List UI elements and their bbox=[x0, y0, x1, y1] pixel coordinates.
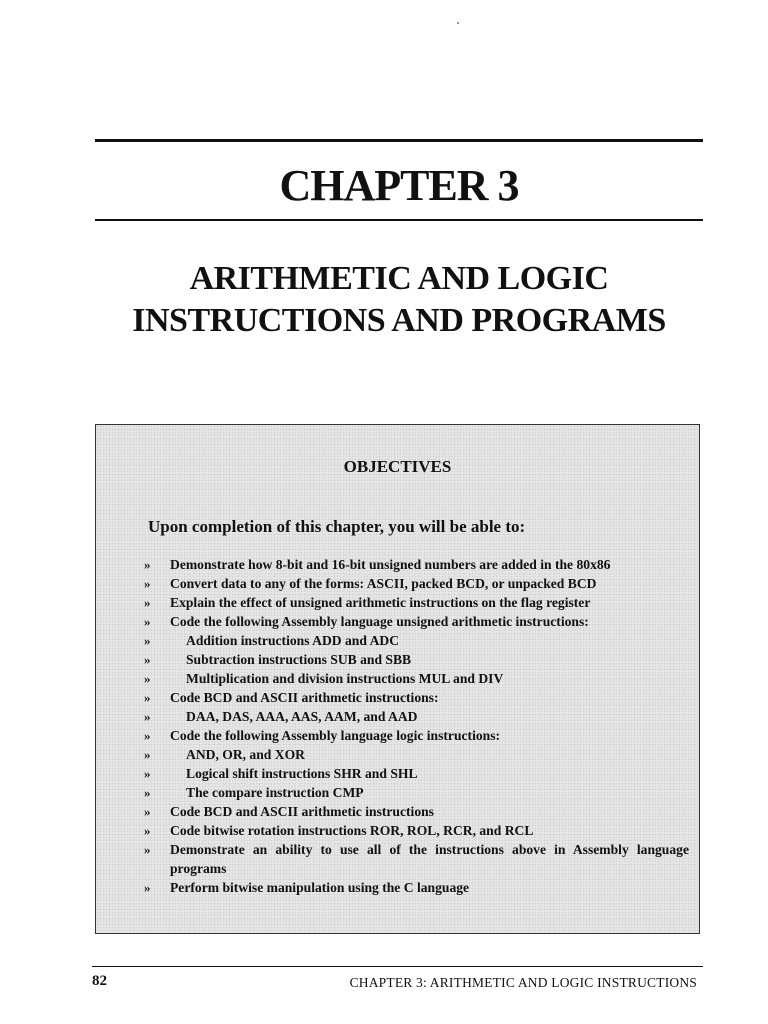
objective-text: Convert data to any of the forms: ASCII, packed BCD, or unpacked BCD bbox=[170, 576, 597, 591]
bullet-chevron-icon: » bbox=[144, 728, 151, 743]
objective-item bbox=[144, 802, 689, 821]
running-footer: CHAPTER 3: ARITHMETIC AND LOGIC INSTRUCTIONS bbox=[349, 975, 697, 990]
bullet-chevron-icon: » bbox=[144, 557, 151, 572]
objective-item bbox=[144, 840, 689, 878]
objective-item bbox=[144, 821, 689, 840]
objective-text: DAA, DAS, AAA, AAS, AAM, and AAD bbox=[186, 709, 418, 724]
objective-item bbox=[144, 707, 689, 726]
bullet-chevron-icon: » bbox=[144, 595, 151, 610]
chapter-title-line-2: INSTRUCTIONS AND PROGRAMS bbox=[132, 302, 666, 339]
heading-rule bbox=[95, 219, 703, 221]
objective-text: Addition instructions ADD and ADC bbox=[186, 633, 400, 648]
bullet-chevron-icon: » bbox=[144, 614, 151, 629]
objective-text: Code the following Assembly language logic instructions: bbox=[170, 728, 501, 743]
objective-text: Explain the effect of unsigned arithmetic instructions on the flag register bbox=[170, 595, 591, 610]
objective-text: Subtraction instructions SUB and SBB bbox=[186, 652, 412, 667]
bullet-chevron-icon: » bbox=[144, 709, 151, 724]
objective-text: Code bitwise rotation instructions ROR, ROL, RCR, and RCL bbox=[170, 823, 534, 838]
bullet-chevron-icon: » bbox=[144, 804, 151, 819]
top-rule bbox=[95, 139, 703, 142]
bullet-chevron-icon: » bbox=[144, 652, 151, 667]
footer-rule bbox=[92, 966, 703, 967]
objective-text: Demonstrate an ability to use all of the instructions above in Assembly language programs bbox=[170, 842, 689, 876]
objective-item bbox=[144, 688, 689, 707]
objective-item bbox=[144, 593, 689, 612]
objectives-intro: Upon completion of this chapter, you will be able to: bbox=[148, 517, 526, 536]
bullet-chevron-icon: » bbox=[144, 747, 151, 762]
objective-item bbox=[144, 631, 689, 650]
chapter-title bbox=[60, 258, 738, 342]
bullet-chevron-icon: » bbox=[144, 785, 151, 800]
objective-item bbox=[144, 726, 689, 745]
bullet-chevron-icon: » bbox=[144, 880, 151, 895]
objective-text: Demonstrate how 8-bit and 16-bit unsigned numbers are added in the 80x86 bbox=[170, 557, 611, 572]
objective-item bbox=[144, 574, 689, 593]
page-number: 82 bbox=[92, 973, 107, 989]
objectives-box bbox=[95, 424, 700, 934]
objective-text: The compare instruction CMP bbox=[186, 785, 364, 800]
objective-item bbox=[144, 764, 689, 783]
bullet-chevron-icon: » bbox=[144, 766, 151, 781]
chapter-heading: CHAPTER 3 bbox=[279, 161, 519, 210]
objective-item bbox=[144, 745, 689, 764]
objectives-heading: OBJECTIVES bbox=[343, 457, 452, 476]
objective-text: Multiplication and division instructions MUL and DIV bbox=[186, 671, 504, 686]
objective-item bbox=[144, 650, 689, 669]
scan-speck bbox=[457, 22, 459, 24]
bullet-chevron-icon: » bbox=[144, 576, 151, 591]
objectives-list bbox=[144, 555, 689, 897]
objective-item bbox=[144, 555, 689, 574]
objective-text: Code the following Assembly language unsigned arithmetic instructions: bbox=[170, 614, 589, 629]
objective-item bbox=[144, 783, 689, 802]
objective-item bbox=[144, 878, 689, 897]
bullet-chevron-icon: » bbox=[144, 633, 151, 648]
objective-text: Code BCD and ASCII arithmetic instructions: bbox=[170, 690, 439, 705]
objective-text: Code BCD and ASCII arithmetic instructions bbox=[170, 804, 434, 819]
bullet-chevron-icon: » bbox=[144, 842, 151, 857]
objective-text: Perform bitwise manipulation using the C language bbox=[170, 880, 470, 895]
bullet-chevron-icon: » bbox=[144, 690, 151, 705]
bullet-chevron-icon: » bbox=[144, 823, 151, 838]
bullet-chevron-icon: » bbox=[144, 671, 151, 686]
chapter-title-line-1: ARITHMETIC AND LOGIC bbox=[189, 260, 609, 297]
objective-item bbox=[144, 669, 689, 688]
objective-text: Logical shift instructions SHR and SHL bbox=[186, 766, 418, 781]
objective-text: AND, OR, and XOR bbox=[186, 747, 305, 762]
objective-item bbox=[144, 612, 689, 631]
